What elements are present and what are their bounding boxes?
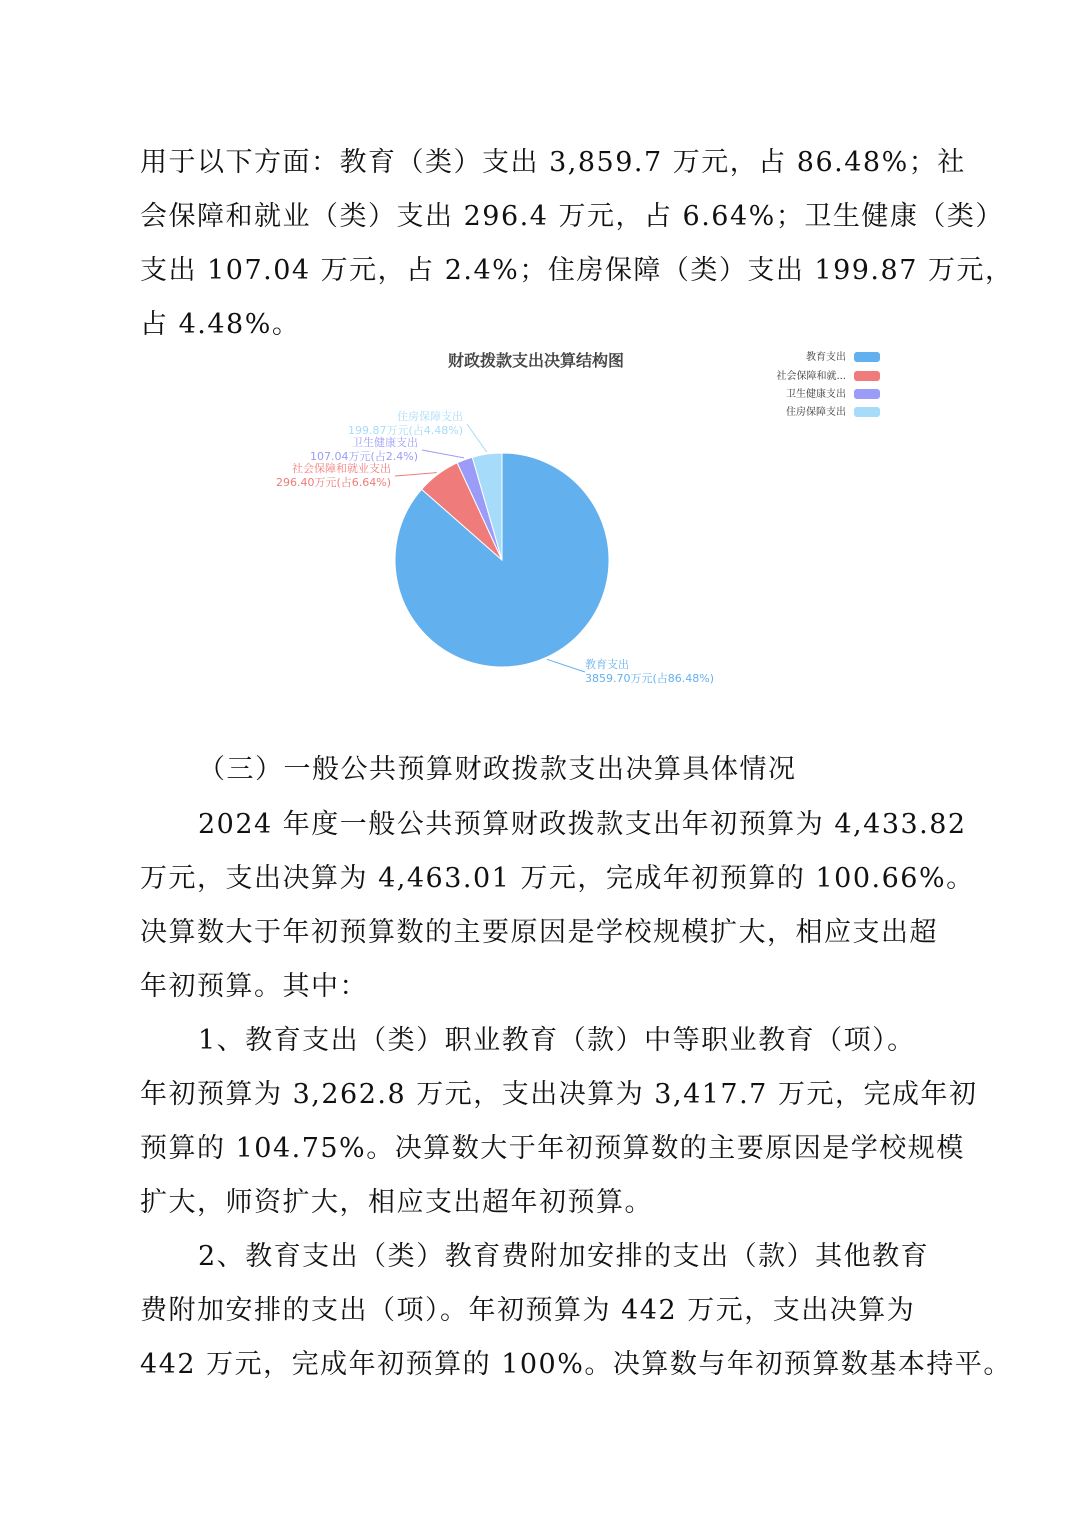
leader-line-health [422, 450, 464, 458]
p1-line-3: 决算数大于年初预算数的主要原因是学校规模扩大，相应支出超 [140, 917, 938, 948]
section-heading: （三）一般公共预算财政拨款支出决算具体情况 [198, 754, 797, 785]
p3-line-1: 2、教育支出（类）教育费附加安排的支出（款）其他教育 [198, 1241, 930, 1272]
slice-label-name-housing: 住房保障支出 [397, 410, 463, 423]
pie-chart [140, 340, 940, 700]
p2-line-3: 预算的 104.75%。决算数大于年初预算数的主要原因是学校规模 [140, 1133, 965, 1164]
legend-swatch-education [854, 352, 880, 362]
intro-line-1: 用于以下方面：教育（类）支出 3,859.7 万元，占 86.48%；社 [140, 147, 966, 178]
pie-chart-svg [140, 340, 940, 700]
legend-label-housing: 住房保障支出 [786, 407, 846, 418]
leader-line-housing [467, 424, 487, 452]
legend-item-housing[interactable] [786, 405, 880, 418]
legend-swatch-social-security [854, 371, 880, 381]
p2-line-1: 1、教育支出（类）职业教育（款）中等职业教育（项）。 [198, 1025, 916, 1056]
p1-line-4: 年初预算。其中： [140, 971, 368, 1002]
slice-label-name-social-security: 社会保障和就业支出 [292, 462, 391, 475]
legend-swatch-health [854, 389, 880, 399]
p1-line-1: 2024 年度一般公共预算财政拨款支出年初预算为 4,433.82 [198, 809, 967, 840]
p2-line-2: 年初预算为 3,262.8 万元，支出决算为 3,417.7 万元，完成年初 [140, 1079, 978, 1110]
p3-line-3: 442 万元，完成年初预算的 100%。决算数与年初预算数基本持平。 [140, 1349, 1012, 1380]
slice-label-value-education: 3859.70万元(占86.48%) [585, 672, 715, 685]
legend-label-education: 教育支出 [806, 352, 846, 363]
intro-line-2: 会保障和就业（类）支出 296.4 万元，占 6.64%；卫生健康（类） [140, 201, 1004, 232]
p3-line-2: 费附加安排的支出（项）。年初预算为 442 万元，支出决算为 [140, 1295, 916, 1326]
legend-item-social-security[interactable] [776, 369, 880, 382]
slice-label-name-health: 卫生健康支出 [352, 436, 418, 449]
intro-line-4: 占 4.48%。 [140, 309, 301, 340]
slice-label-value-health: 107.04万元(占2.4%) [309, 450, 418, 463]
legend-label-social-security: 社会保障和就... [776, 371, 846, 382]
legend-item-health[interactable] [786, 387, 880, 400]
p2-line-4: 扩大，师资扩大，相应支出超年初预算。 [140, 1187, 653, 1218]
chart-legend [776, 350, 880, 418]
legend-swatch-housing [854, 407, 880, 417]
p1-line-2: 万元，支出决算为 4,463.01 万元，完成年初预算的 100.66%。 [140, 863, 975, 894]
chart-title: 财政拨款支出决算结构图 [447, 351, 625, 370]
slice-label-value-housing: 199.87万元(占4.48%) [347, 424, 463, 437]
pie-slices [395, 453, 609, 667]
slice-label-value-social-security: 296.40万元(占6.64%) [275, 476, 391, 489]
leader-line-social-security [395, 473, 437, 476]
slice-label-name-education: 教育支出 [585, 658, 629, 671]
legend-item-education[interactable] [806, 350, 880, 363]
intro-line-3: 支出 107.04 万元，占 2.4%；住房保障（类）支出 199.87 万元， [140, 255, 1014, 286]
legend-label-health: 卫生健康支出 [786, 389, 846, 400]
leader-line-education [547, 659, 585, 672]
